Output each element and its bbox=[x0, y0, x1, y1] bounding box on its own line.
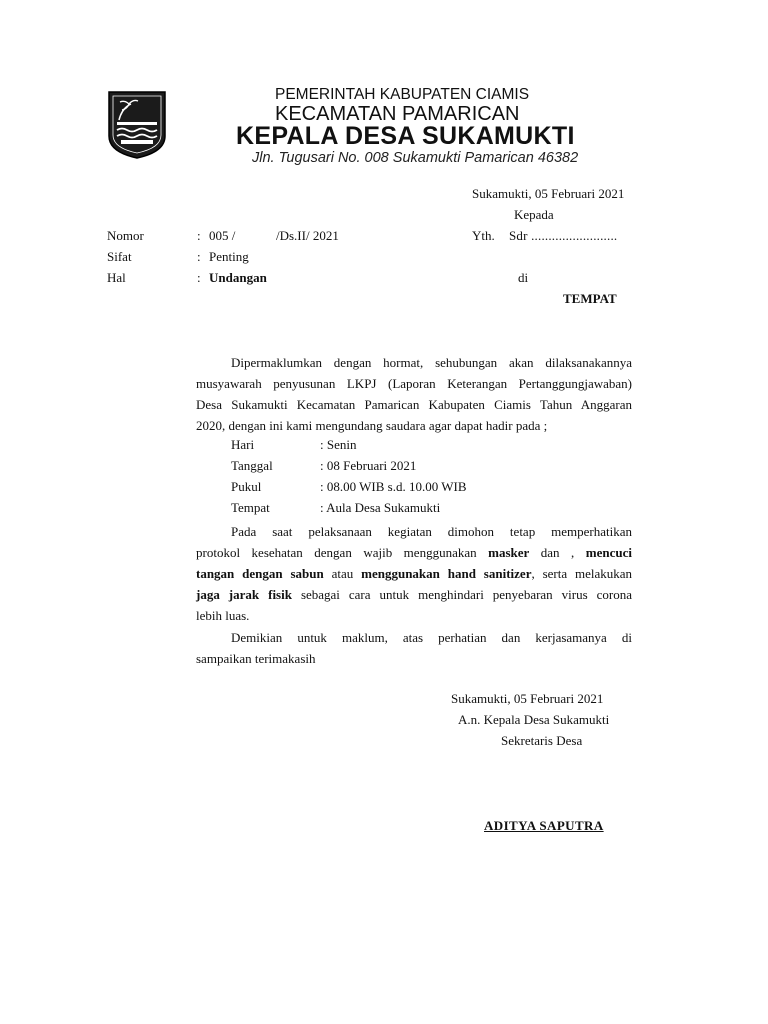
detail-tanggal-label: Tanggal bbox=[231, 458, 273, 473]
sifat-colon: : bbox=[197, 249, 201, 264]
detail-pukul-value: : 08.00 WIB s.d. 10.00 WIB bbox=[320, 479, 467, 494]
protocol-text: dan , bbox=[540, 545, 575, 560]
paragraph-protocol-line-5: lebih luas. bbox=[196, 608, 250, 623]
detail-tempat-label: Tempat bbox=[231, 500, 270, 515]
hal-colon: : bbox=[197, 270, 201, 285]
letterhead-address: Jln. Tugusari No. 008 Sukamukti Pamarican 46382 bbox=[252, 150, 579, 166]
protocol-text: protokol kesehatan dengan wajib menggunakan bbox=[196, 545, 477, 560]
signature-name: ADITYA SAPUTRA bbox=[484, 818, 604, 833]
paragraph-closing-line-1: Demikian untuk maklum, atas perhatian dan kerjasamanya di bbox=[231, 630, 632, 645]
paragraph-protocol-line-4 bbox=[196, 584, 632, 605]
paragraph-intro-line-2: musyawarah penyusunan LKPJ (Laporan Keterangan Pertanggungjawaban) bbox=[196, 376, 632, 391]
paragraph-protocol-line-2 bbox=[196, 542, 632, 563]
paragraph-intro-line-4: 2020, dengan ini kami mengundang saudara agar dapat hadir pada ; bbox=[196, 418, 548, 433]
protocol-text: , serta melakukan bbox=[531, 566, 633, 581]
emphasis-hand-sanitizer: menggunakan hand sanitizer bbox=[361, 566, 532, 581]
protocol-text: atau bbox=[331, 566, 354, 581]
letterhead-government: PEMERINTAH KABUPATEN CIAMIS bbox=[275, 86, 530, 103]
emphasis-mencuci: mencuci bbox=[585, 545, 633, 560]
recipient-tempat: TEMPAT bbox=[563, 291, 617, 306]
hal-value: Undangan bbox=[209, 270, 267, 285]
detail-hari-value: : Senin bbox=[320, 437, 357, 452]
nomor-label: Nomor bbox=[107, 228, 144, 243]
protocol-text: sebagai cara untuk menghindari penyebaran virus corona bbox=[300, 587, 633, 602]
paragraph-intro-line-3: Desa Sukamukti Kecamatan Pamarican Kabupaten Ciamis Tahun Anggaran bbox=[196, 397, 632, 412]
nomor-value-a: 005 / bbox=[209, 228, 236, 243]
recipient-kepada: Kepada bbox=[514, 207, 554, 222]
detail-tanggal-value: : 08 Februari 2021 bbox=[320, 458, 417, 473]
regency-seal-logo bbox=[107, 90, 167, 160]
sifat-value: Penting bbox=[209, 249, 249, 264]
signature-position: Sekretaris Desa bbox=[501, 733, 583, 748]
recipient-sdr: Sdr ......................... bbox=[509, 228, 618, 243]
detail-pukul-label: Pukul bbox=[231, 479, 262, 494]
paragraph-protocol-line-3 bbox=[196, 563, 632, 584]
letterhead-village-head: KEPALA DESA SUKAMUKTI bbox=[236, 122, 575, 150]
paragraph-intro-line-1: Dipermaklumkan dengan hormat, sehubungan akan dilaksanakannya bbox=[231, 355, 632, 370]
emphasis-tangan-sabun: tangan dengan sabun bbox=[196, 566, 324, 581]
nomor-value-b: /Ds.II/ 2021 bbox=[276, 228, 339, 243]
detail-hari-label: Hari bbox=[231, 437, 255, 452]
emphasis-masker: masker bbox=[488, 545, 530, 560]
letterhead-district: KECAMATAN PAMARICAN bbox=[275, 103, 520, 125]
recipient-di: di bbox=[518, 270, 529, 285]
emphasis-jaga-jarak: jaga jarak fisik bbox=[196, 587, 292, 602]
signature-on-behalf: A.n. Kepala Desa Sukamukti bbox=[458, 712, 610, 727]
sifat-label: Sifat bbox=[107, 249, 132, 264]
detail-tempat-value: : Aula Desa Sukamukti bbox=[320, 500, 441, 515]
signature-place-date: Sukamukti, 05 Februari 2021 bbox=[451, 691, 604, 706]
nomor-colon: : bbox=[197, 228, 201, 243]
paragraph-closing-line-2: sampaikan terimakasih bbox=[196, 651, 316, 666]
letter-date: Sukamukti, 05 Februari 2021 bbox=[472, 186, 625, 201]
hal-label: Hal bbox=[107, 270, 126, 285]
paragraph-protocol-line-1: Pada saat pelaksanaan kegiatan dimohon tetap memperhatikan bbox=[231, 524, 632, 539]
recipient-yth: Yth. bbox=[472, 228, 495, 243]
